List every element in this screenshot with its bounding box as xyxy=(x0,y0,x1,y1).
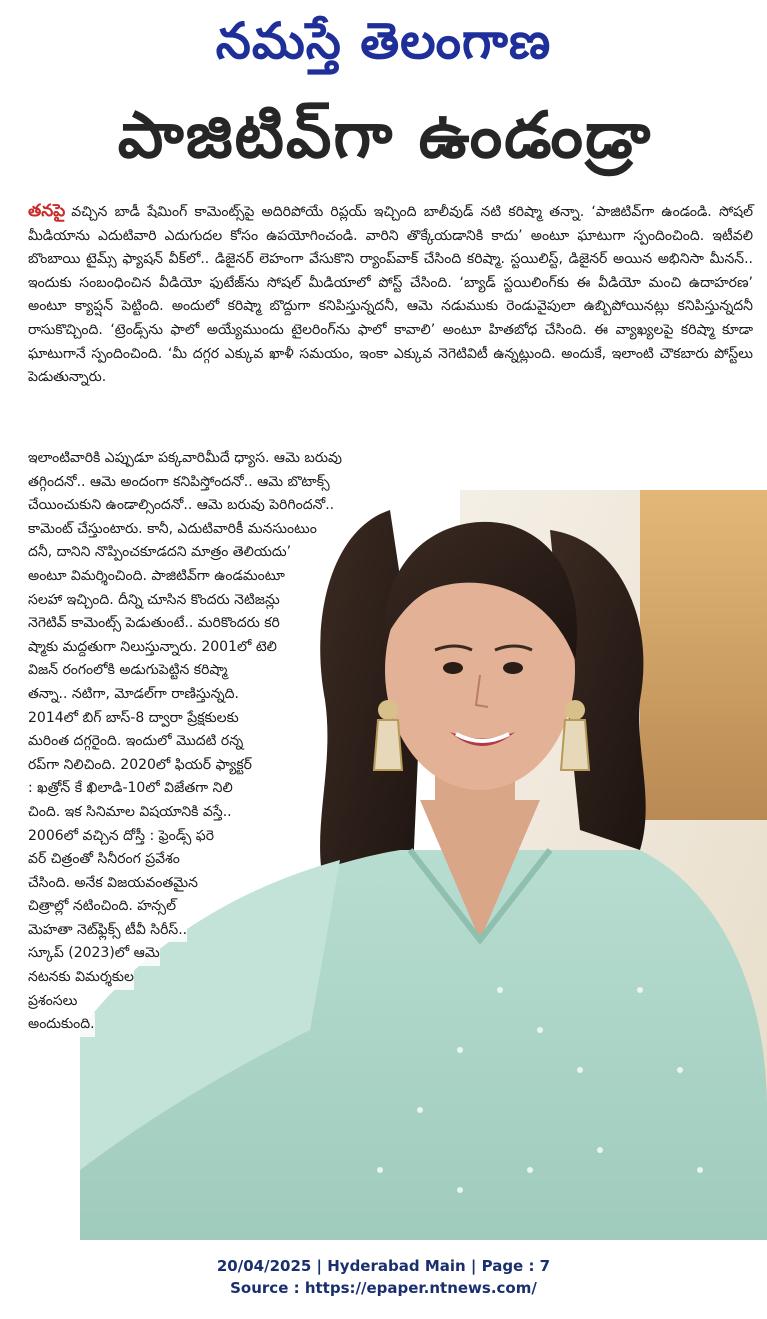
narrow-line: కామెంట్ చేస్తుంటారు. కానీ, ఎదుటివారికీ మనసుంటుం xyxy=(28,518,317,542)
headline xyxy=(20,86,750,186)
narrow-line: చేసింది. అనేక విజయవంతమైన xyxy=(28,872,198,896)
masthead-title: నమస్తే తెలంగాణ xyxy=(215,11,552,70)
headline-text: పాజిటివ్‌గా ఉండండ్రా xyxy=(117,99,653,173)
article-wide-text: వచ్చిన బాడీ షేమింగ్ కామెంట్స్‌పై అదిరిపోయే రిప్లయ్ ఇచ్చింది బాలీవుడ్ నటి కరిష్మా తన్నా. ‘పాజిటివ్‌గా ఉండండి. సోషల్ మీడియాను ఎదుటివారి ఎదుగుదల కోసం ఉపయోగించండి. వారిని తొక్కేయడానికి కాదు’ అంటూ ఘాటుగా స్పందించింది. ఇటీవలి బొంబాయి టైమ్స్ ఫ్యాషన్ వీక్‌లో.. డిజైనర్ లెహంగా వేసుకొని ర్యాంప్‌వాక్ చేసింది కరిష్మా. స్టయిలిస్ట్, డిజైనర్ అయిన అభినిసా మీనన్.. ఇందుకు సంబంధించిన వీడియో ఫుటేజ్‌ను సోషల్ మీడియాలో పోస్ట్ చేసింది. ‘బ్యాడ్ స్టయిలింగ్‌కు ఈ వీడియో మంచి ఉదాహరణ’ అంటూ క్యాప్షన్ పెట్టింది. అందులో కరిష్మా బొద్దుగా కనిపిస్తున్నదనీ, ఆమె నడుముకు రెండువైపులా ఉబ్బిపోయినట్లు కనిపిస్తున్నదనీ రాసుకొచ్చింది. ‘ట్రెండ్స్‌ను ఫాలో అయ్యేముందు టైలరింగ్‌ను ఫాలో కావాలి’ అంటూ హితబోధ చేసింది. ఈ వ్యాఖ్యలపై కరిష్మా కూడా ఘాటుగానే స్పందించింది. ‘మీ దగ్గర ఎక్కువ ఖాళీ సమయం, ఇంకా ఎక్కువ నెగెటివిటీ ఉన్నట్లుంది. అందుకే, ఇలాంటి చౌకబారు పోస్ట్‌లు పెడుతున్నారు. xyxy=(28,204,753,386)
narrow-line: ప్రశంసలు xyxy=(28,990,77,1014)
narrow-line: అందుకుంది. xyxy=(28,1013,95,1037)
narrow-line: మెహతా నెట్‌ఫ్లిక్స్ టీవీ సిరీస్.. xyxy=(28,919,187,943)
narrow-line: చేయించుకుని ఉండాల్సిందనో.. ఆమె బరువు పెరిగిందనో.. xyxy=(28,494,334,518)
narrow-line: ఇలాంటివారికి ఎప్పుడూ పక్కవారిమీదే ధ్యాస. ఆమె బరువు xyxy=(28,447,342,471)
narrow-line: నెగెటివ్ కామెంట్స్ పెడుతుంటే.. మరికొందరు కరి xyxy=(28,612,280,636)
narrow-line: నటనకు విమర్శకుల xyxy=(28,966,134,990)
narrow-line: స్కూప్ (2023)లో ఆమె xyxy=(28,942,160,966)
narrow-line: మరింత దగ్గరైంది. ఇందులో మొదటి రన్న xyxy=(28,730,243,754)
masthead xyxy=(0,6,767,76)
narrow-line: దనీ, దానిని నొప్పించకూడదని మాత్రం తెలియదు’ xyxy=(28,541,291,565)
article-narrow-column xyxy=(28,447,448,1037)
narrow-line: 2014లో బిగ్ బాస్-8 ద్వారా ప్రేక్షకులకు xyxy=(28,707,239,731)
epaper-footer xyxy=(0,1255,767,1299)
narrow-line: వర్ చిత్రంతో సినీరంగ ప్రవేశం xyxy=(28,848,180,872)
narrow-line: రప్‌గా నిలిచింది. 2020లో ఫియర్ ఫ్యాక్టర్ xyxy=(28,754,252,778)
narrow-line: చిత్రాల్లో నటించింది. హన్సల్ xyxy=(28,895,176,919)
narrow-line: 2006లో వచ్చిన దోస్తీ : ఫ్రెండ్స్ ఫరె xyxy=(28,825,214,849)
narrow-line: ష్మాకు మద్దతుగా నిలుస్తున్నారు. 2001లో టెలి xyxy=(28,636,277,660)
narrow-line: చింది. ఇక సినిమాల విషయానికి వస్తే.. xyxy=(28,801,232,825)
narrow-line: సలహా ఇచ్చింది. దీన్ని చూసిన కొందరు నెటిజన్లు xyxy=(28,589,280,613)
narrow-line: విజన్ రంగంలోకి అడుగుపెట్టిన కరిష్మా xyxy=(28,659,227,683)
narrow-line: తగ్గిందనో.. ఆమె అందంగా కనిపిస్తోందనో.. ఆమె బొటాక్స్ xyxy=(28,471,330,495)
narrow-line: : ఖత్రోన్ కే ఖిలాడి-10లో విజేతగా నిలి xyxy=(28,777,233,801)
narrow-line: తన్నా.. నటిగా, మోడల్‌గా రాణిస్తున్నది. xyxy=(28,683,239,707)
narrow-line: అంటూ విమర్శించింది. పాజిటివ్‌గా ఉండమంటూ xyxy=(28,565,285,589)
article-lead-word: తనపై xyxy=(28,201,66,221)
article-intro xyxy=(28,200,753,390)
footer-source-link[interactable]: Source : https://epaper.ntnews.com/ xyxy=(230,1279,537,1297)
footer-date-edition: 20/04/2025 | Hyderabad Main | Page : 7 xyxy=(216,1257,551,1275)
